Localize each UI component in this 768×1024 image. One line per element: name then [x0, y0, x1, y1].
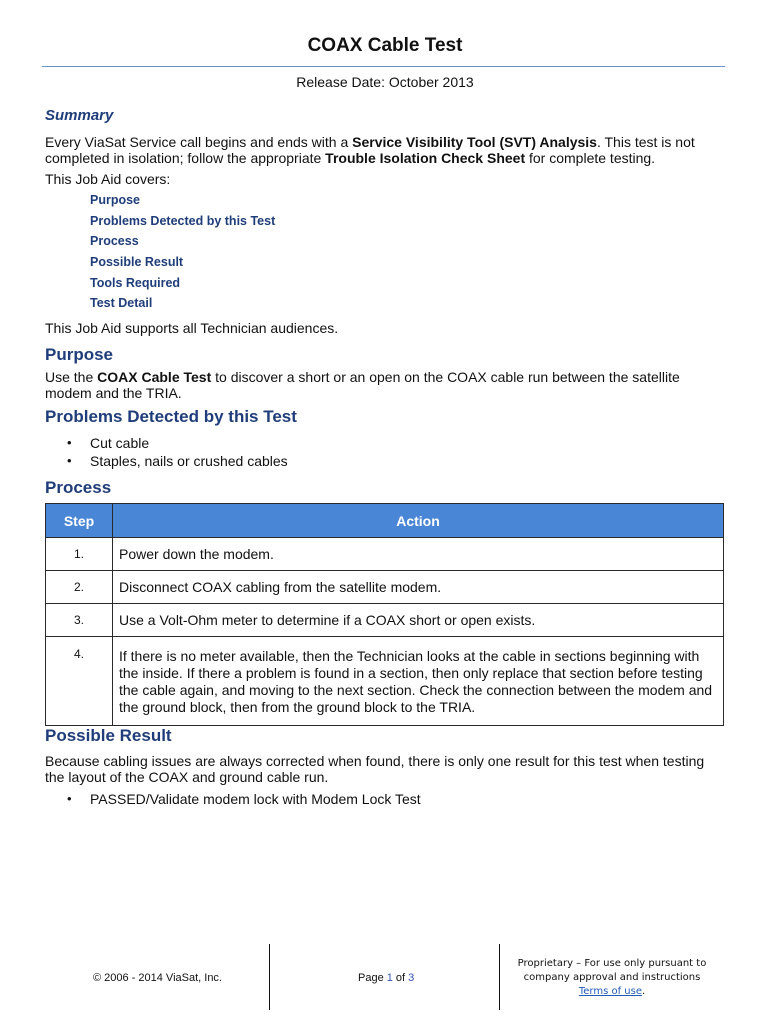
terms-of-use-link[interactable]: Terms of use — [578, 986, 642, 997]
footer-copyright: © 2006 - 2014 ViaSat, Inc. — [93, 972, 222, 984]
page-prefix: Page — [358, 972, 387, 984]
trouble-isolation-bold: Trouble Isolation Check Sheet — [325, 150, 526, 166]
list-item: • Staples, nails or crushed cables — [45, 452, 288, 470]
step-number: 1. — [46, 538, 113, 571]
purpose-paragraph — [45, 369, 725, 401]
step-number: 4. — [46, 637, 113, 726]
step-action: Disconnect COAX cabling from the satellite modem. — [113, 571, 724, 604]
toc-link-process[interactable]: Process — [90, 234, 139, 249]
table-row — [46, 604, 724, 637]
process-heading: Process — [45, 478, 112, 497]
table-header-row — [46, 504, 724, 538]
release-date: Release Date: October 2013 — [296, 74, 474, 90]
page-total: 3 — [408, 972, 415, 984]
purpose-heading: Purpose — [45, 345, 114, 364]
toc-list — [90, 190, 275, 314]
toc-link-possible-result[interactable]: Possible Result — [90, 255, 184, 270]
step-action: If there is no meter available, then the Technician looks at the cable in sections beginning with the inside. If there a problem is found in a section, then only replace that section before testing the cable again, and moving to the next section. Check the connection between the modem and the ground block, then from the ground block to the TRIA. — [113, 637, 724, 726]
coax-cable-test-bold: COAX Cable Test — [97, 369, 212, 385]
purpose-text-2: to discover a short or an open on the COAX cable run between the satellite modem and the TRIA. — [45, 369, 680, 401]
result-list — [45, 790, 421, 808]
summary-text-1: Every ViaSat Service call begins and ends with a — [45, 134, 353, 150]
problems-list — [45, 434, 288, 470]
possible-result-heading: Possible Result — [45, 726, 172, 745]
summary-heading: Summary — [45, 107, 114, 124]
process-table — [45, 503, 724, 726]
terms-period: . — [641, 986, 646, 997]
page-current: 1 — [386, 972, 393, 984]
toc-link-test-detail[interactable]: Test Detail — [90, 296, 153, 311]
page-of: of — [392, 972, 409, 984]
footer-page-number — [358, 972, 414, 984]
table-row — [46, 571, 724, 604]
proprietary-notice: Proprietary – For use only pursuant to company approval and instructions — [517, 958, 707, 983]
problems-heading: Problems Detected by this Test — [45, 407, 297, 426]
table-row — [46, 637, 724, 726]
table-row — [46, 538, 724, 571]
toc-link-purpose[interactable]: Purpose — [90, 193, 141, 207]
svt-analysis-bold: Service Visibility Tool (SVT) Analysis — [352, 134, 597, 150]
step-action: Use a Volt-Ohm meter to determine if a COAX short or open exists. — [113, 604, 724, 637]
title-rule — [42, 66, 725, 67]
result-paragraph: Because cabling issues are always corrected when found, there is only one result for this test when testing the layout of the COAX and ground cable run. — [45, 753, 705, 785]
step-number: 2. — [46, 571, 113, 604]
purpose-text-1: Use the — [45, 369, 98, 385]
list-item: • Cut cable — [45, 434, 288, 452]
toc-link-problems[interactable]: Problems Detected by this Test — [90, 213, 276, 228]
footer-proprietary — [506, 957, 718, 999]
column-header-action: Action — [113, 504, 724, 538]
list-item: • PASSED/Validate modem lock with Modem Lock Test — [45, 790, 421, 808]
summary-paragraph — [45, 134, 725, 166]
toc-link-tools-required[interactable]: Tools Required — [90, 275, 181, 290]
summary-text-2: . This test is not completed in isolation; follow the appropriate — [45, 134, 695, 166]
summary-text-3: for complete testing. — [525, 150, 656, 166]
footer-divider — [499, 944, 500, 1010]
step-number: 3. — [46, 604, 113, 637]
document-title: COAX Cable Test — [307, 35, 463, 56]
audiences-line: This Job Aid supports all Technician audiences. — [45, 320, 339, 336]
footer-divider — [269, 944, 270, 1010]
covers-line: This Job Aid covers: — [45, 171, 171, 187]
step-action: Power down the modem. — [113, 538, 724, 571]
column-header-step: Step — [46, 504, 113, 538]
